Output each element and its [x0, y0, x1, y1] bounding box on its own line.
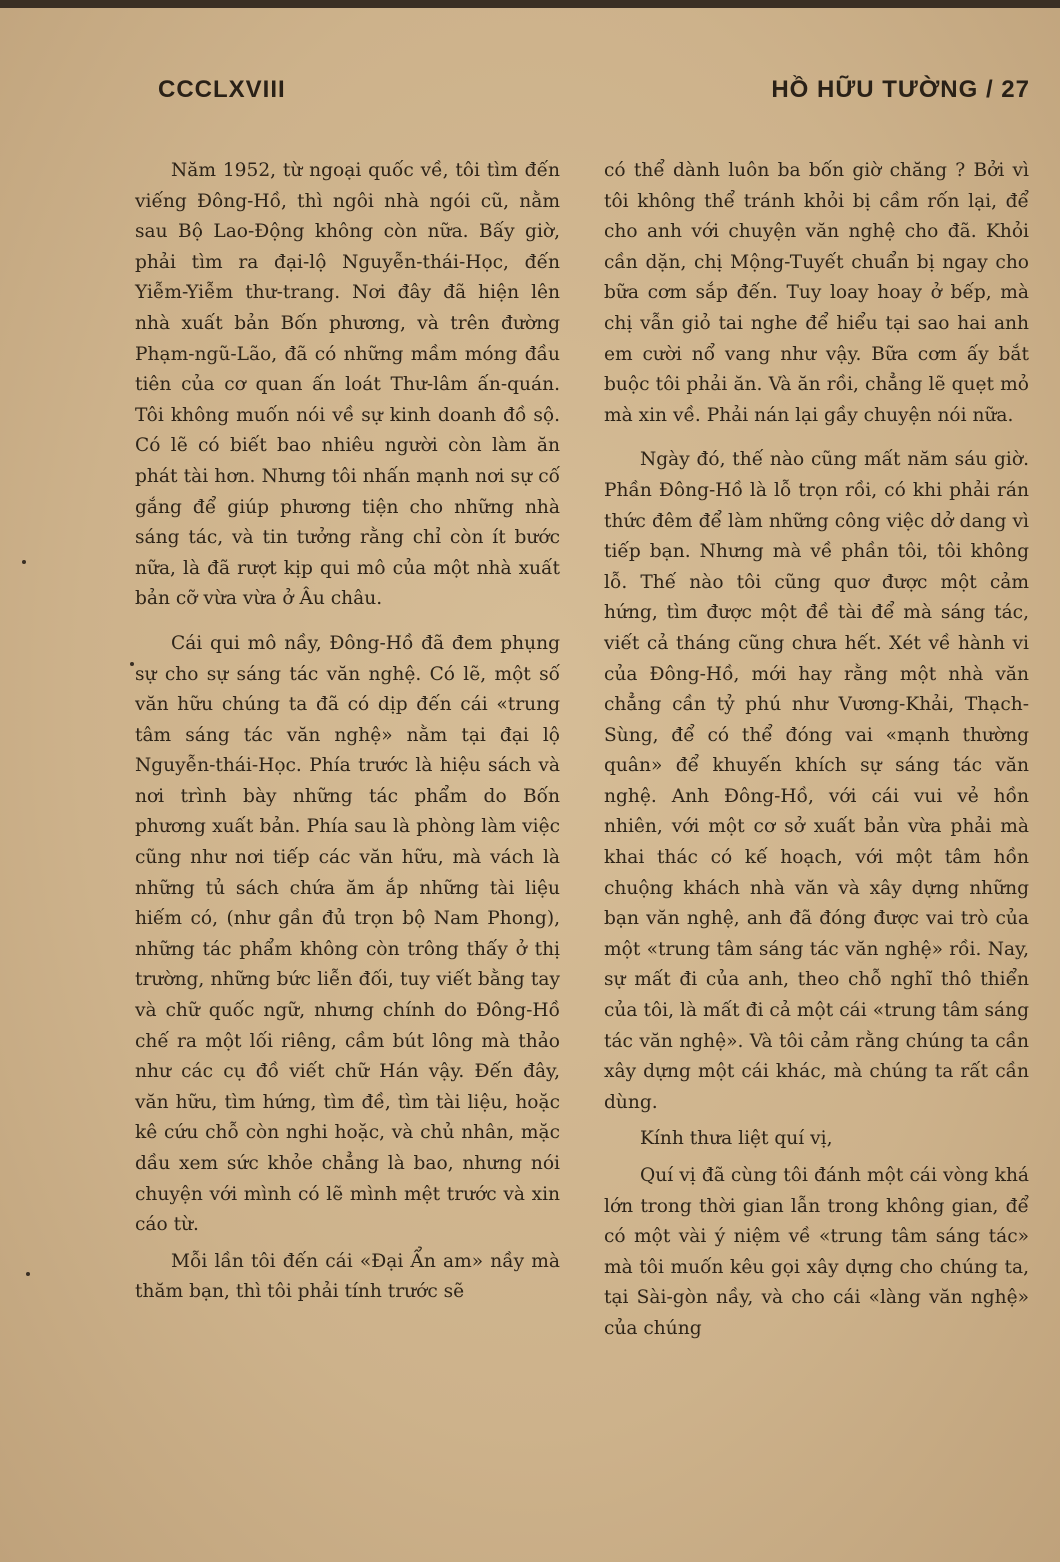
page-header	[150, 76, 1030, 112]
paragraph: có thể dành luôn ba bốn giờ chăng ? Bởi vì tôi không thể tránh khỏi bị cầm rốn lại, để cho anh với chuyện văn nghệ cho đã. Khỏi cần dặn, chị Mộng-Tuyết chuẩn bị ngay cho bữa cơm sắp đến. Tuy loay hoay ở bếp, mà chị vẫn giỏ tai nghe để hiểu tại sao hai anh em cười nổ vang như vậy. Bữa cơm ấy bắt buộc tôi phải ăn. Và ăn rồi, chẳng lẽ quẹt mỏ mà xin về. Phải nán lại gầy chuyện nói nữa.	[604, 160, 1029, 426]
paragraph: Quí vị đã cùng tôi đánh một cái vòng khá lớn trong thời gian lẫn trong không gian, để có một vài ý niệm về «trung tâm sáng tác» mà tôi muốn kêu gọi xây dựng cho chúng ta, tại Sài-gòn nầy, và cho cái «làng văn nghệ» của chúng	[604, 1165, 1029, 1339]
section-number: CCCLXVIII	[158, 76, 286, 103]
paper-speck	[22, 560, 26, 564]
salutation: Kính thưa liệt quí vị,	[640, 1128, 833, 1150]
paragraph: Mỗi lần tôi đến cái «Đại Ẩn am» nầy mà thăm bạn, thì tôi phải tính trước sẽ	[135, 1250, 560, 1303]
paragraph: Cái qui mô nầy, Đông-Hồ đã đem phụng sự cho sự sáng tác văn nghệ. Có lẽ, một số văn hữu chúng ta đã có dịp đến cái «trung tâm sáng tác văn nghệ» nằm tại đại lộ Nguyễn-thái-Học. Phía trước là hiệu sách và nơi trình bày những tác phẩm do Bốn phương xuất bản. Phía sau là phòng làm việc cũng như nơi tiếp các văn hữu, mà vách là những tủ sách chứa ăm ắp những tài liệu hiếm có, (như gần đủ trọn bộ Nam Phong), những tác phẩm không còn trông thấy ở thị trường, những bức liễn đối, tuy viết bằng tay và chữ quốc ngữ, nhưng chính do Đông-Hồ chế ra một lối riêng, cầm bút lông mà thảo như các cụ đồ viết chữ Hán vậy. Đến đây, văn hữu, tìm hứng, tìm đề, tìm tài liệu, hoặc kê cứu chỗ còn nghi hoặc, và chủ nhân, mặc dầu xem sức khỏe chẳng là bao, nhưng nói chuyện với mình có lẽ mình mệt trước và xin cáo từ.	[135, 632, 560, 1236]
paper-speck	[26, 1272, 30, 1276]
scan-edge	[0, 0, 1060, 8]
paragraph: Ngày đó, thế nào cũng mất năm sáu giờ. Phần Đông-Hồ là lỗ trọn rồi, có khi phải rán thức đêm để làm những công việc dở dang vì tiếp bạn. Nhưng mà về phần tôi, tôi không lỗ. Thế nào tôi cũng quơ được một cảm hứng, tìm được một đề tài để mà sáng tác, viết cả tháng cũng chưa hết. Xét về hành vi của Đông-Hồ, mới hay rằng một nhà văn chẳng cần tỷ phú như Vương-Khải, Thạch-Sùng, để có thể đóng vai «mạnh thường quân» để khuyến khích sự sáng tác văn nghệ. Anh Đông-Hồ, với cái vui vẻ hồn nhiên, với một cơ sở xuất bản vừa phải mà khai thác có kế hoạch, với một tâm hồn chuộng khách nhà văn và xây dựng những bạn văn nghệ, anh đã đóng được vai trò của một «trung tâm sáng tác văn nghệ» rồi. Nay, sự mất đi của anh, theo chỗ nghĩ thô thiển của tôi, là mất đi cả một cái «trung tâm sáng tác văn nghệ». Và tôi cảm rằng chúng ta cần xây dựng một cái khác, mà chúng ta rất cần dùng.	[604, 449, 1029, 1113]
right-column	[604, 156, 1029, 1345]
paragraph: Năm 1952, từ ngoại quốc về, tôi tìm đến viếng Đông-Hồ, thì ngôi nhà ngói cũ, nằm sau Bộ Lao-Động không còn nữa. Bấy giờ, phải tìm ra đại-lộ Nguyễn-thái-Học, đến Yiễm-Yiễm thư-trang. Nơi đây đã hiện lên nhà xuất bản Bốn phương, và trên đường Phạm-ngũ-Lão, đã có những mầm móng đầu tiên của cơ quan ấn loát Thư-lâm ấn-quán. Tôi không muốn nói về sự kinh doanh đồ sộ. Có lẽ có biết bao nhiêu người còn làm ăn phát tài hơn. Nhưng tôi nhấn mạnh nơi sự cố gắng để giúp phương tiện cho những nhà sáng tác, và tin tưởng rằng chỉ còn ít bước nữa, là đã rượt kịp qui mô của một nhà xuất bản cỡ vừa vừa ở Âu châu.	[135, 160, 560, 610]
paper-speck	[130, 662, 134, 666]
running-head: HỒ HỮU TƯỜNG / 27	[771, 76, 1030, 103]
left-column	[135, 156, 560, 1308]
